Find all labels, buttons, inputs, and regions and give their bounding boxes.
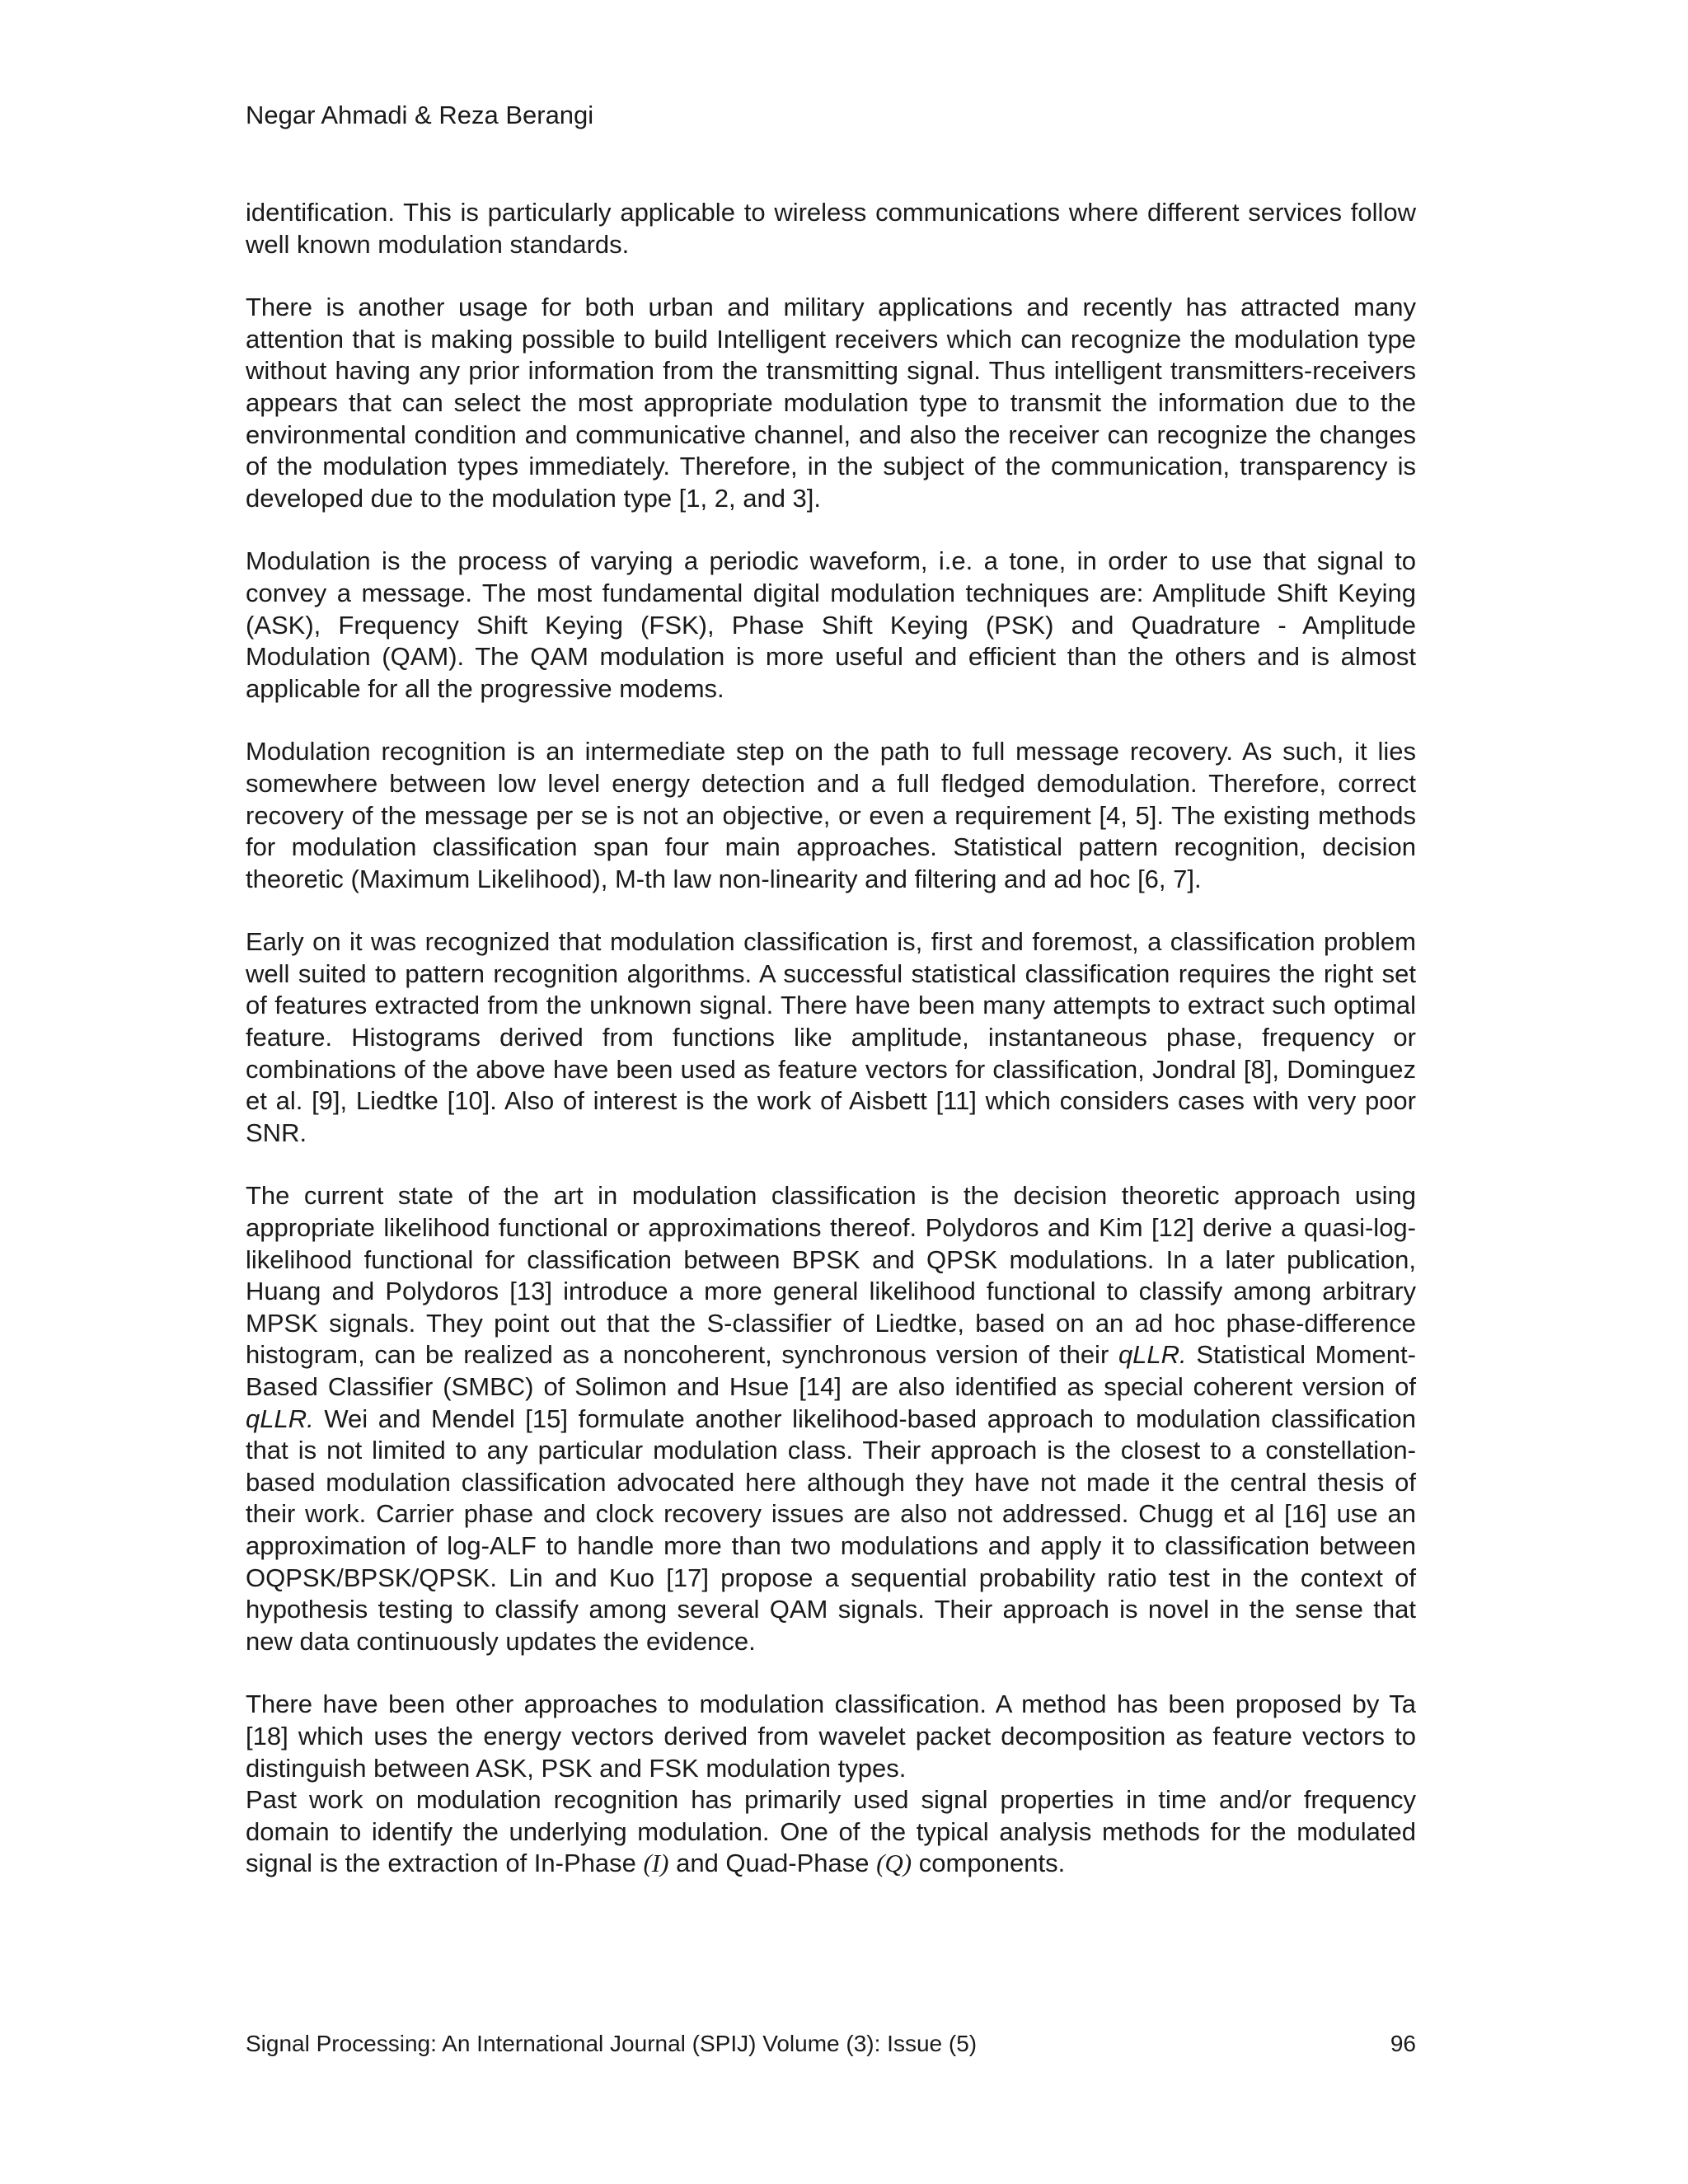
paragraph-7: There have been other approaches to modulation classification. A method has been proposed by Ta [18] which uses the energy vectors derived from wavelet packet decomposition as feature vectors to distinguish between ASK, PSK and FSK modulation types.	[246, 1690, 1416, 1783]
qllr-term: qLLR.	[1118, 1340, 1187, 1370]
paragraph-8-text-c: components.	[912, 1849, 1066, 1878]
running-head-authors: Negar Ahmadi & Reza Berangi	[246, 101, 594, 129]
paragraph-6-text-b: Statistical Moment-Based Classifier (SMBC) of Solimon and Hsue [14] are also identified as special coherent version of	[246, 1340, 1416, 1401]
qllr-term: qLLR.	[246, 1404, 314, 1433]
footer-journal: Signal Processing: An International Journal (SPIJ) Volume (3): Issue (5)	[246, 2031, 978, 2056]
paragraph-2: There is another usage for both urban and military applications and recently has attracted many attention that is making possible to build Intelligent receivers which can recognize the modulation type without having any prior information from the transmitting signal. Thus intelligent transmitters-receivers appears that can select the most appropriate modulation type to transmit the information due to the environmental condition and communicative channel, and also the receiver can recognize the changes of the modulation types immediately. Therefore, in the subject of the communication, transparency is developed due to the modulation type [1, 2, and 3].	[246, 293, 1416, 513]
paragraph-6	[246, 1180, 1416, 1657]
article-body	[246, 197, 1416, 1880]
paragraph-6-text-a: The current state of the art in modulation classification is the decision theoretic approach using appropriate likelihood functional or approximations thereof. Polydoros and Kim [12] derive a quasi-log-likelihood functional for classification between BPSK and QPSK modulations. In a later publication, Huang and Polydoros [13] introduce a more general likelihood functional to classify among arbitrary MPSK signals. They point out that the S-classifier of Liedtke, based on an ad hoc phase-difference histogram, can be realized as a noncoherent, synchronous version of their	[246, 1181, 1416, 1370]
paragraph-8-text-b: and Quad-Phase	[668, 1849, 877, 1878]
paragraph-8-text-a: Past work on modulation recognition has primarily used signal properties in time and/or frequency domain to identify the underlying modulation. One of the typical analysis methods for the modulated signal is the extraction of In-Phase	[246, 1785, 1416, 1878]
paragraph-8	[246, 1784, 1416, 1880]
paragraph-3: Modulation is the process of varying a periodic waveform, i.e. a tone, in order to use that signal to convey a message. The most fundamental digital modulation techniques are: Amplitude Shift Keying (ASK), Frequency Shift Keying (FSK), Phase Shift Keying (PSK) and Quadrature - Amplitude Modulation (QAM). The QAM modulation is more useful and efficient than the others and is almost applicable for all the progressive modems.	[246, 546, 1416, 703]
paragraph-5: Early on it was recognized that modulation classification is, first and foremost, a classification problem well suited to pattern recognition algorithms. A successful statistical classification requires the right set of features extracted from the unknown signal. There have been many attempts to extract such optimal feature. Histograms derived from functions like amplitude, instantaneous phase, frequency or combinations of the above have been used as feature vectors for classification, Jondral [8], Dominguez et al. [9], Liedtke [10]. Also of interest is the work of Aisbett [11] which considers cases with very poor SNR.	[246, 927, 1416, 1147]
page-footer	[246, 2029, 1416, 2059]
quad-phase-symbol: (Q)	[876, 1849, 912, 1878]
in-phase-symbol: (I)	[643, 1849, 669, 1878]
page-number: 96	[1390, 2031, 1416, 2056]
paragraph-6-text-c: Wei and Mendel [15] formulate another likelihood-based approach to modulation classification that is not limited to any particular modulation class. Their approach is the closest to a constellation-based modulation classification advocated here although they have not made it the central thesis of their work. Carrier phase and clock recovery issues are also not addressed. Chugg et al [16] use an approximation of log-ALF to handle more than two modulations and apply it to classification between OQPSK/BPSK/QPSK. Lin and Kuo [17] propose a sequential probability ratio test in the context of hypothesis testing to classify among several QAM signals. Their approach is novel in the sense that new data continuously updates the evidence.	[246, 1404, 1416, 1656]
paragraph-1: identification. This is particularly applicable to wireless communications where different services follow well known modulation standards.	[246, 198, 1416, 259]
paragraph-4: Modulation recognition is an intermediate step on the path to full message recovery. As such, it lies somewhere between low level energy detection and a full fledged demodulation. Therefore, correct recovery of the message per se is not an objective, or even a requirement [4, 5]. The existing methods for modulation classification span four main approaches. Statistical pattern recognition, decision theoretic (Maximum Likelihood), M-th law non-linearity and filtering and ad hoc [6, 7].	[246, 737, 1416, 893]
